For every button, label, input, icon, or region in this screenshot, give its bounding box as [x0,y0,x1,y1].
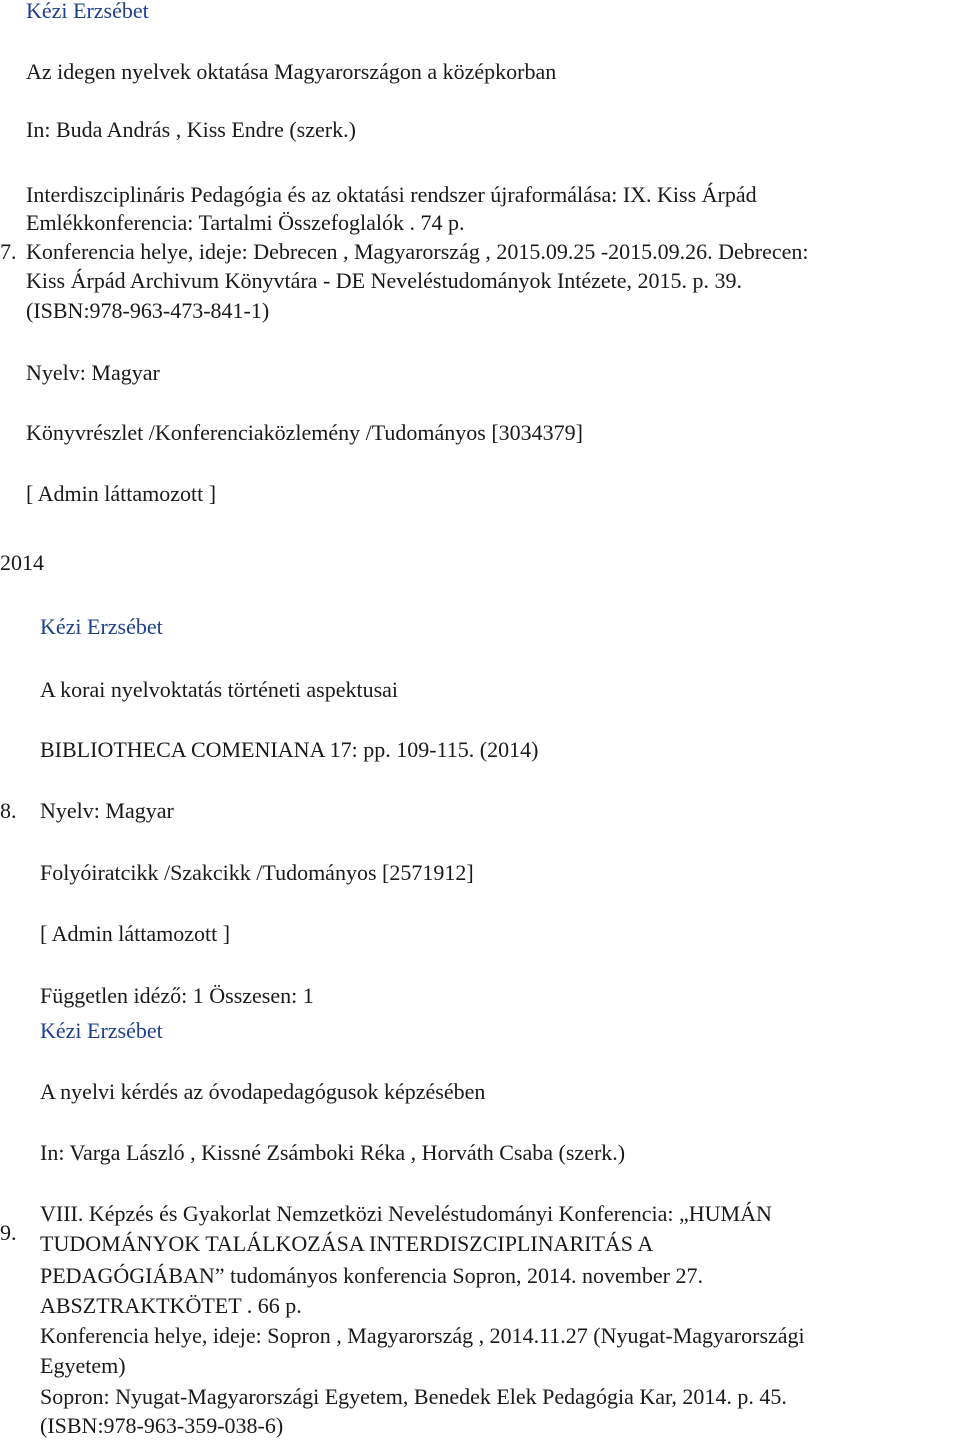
conference-info-line: Konferencia helye, ideje: Sopron , Magyarország , 2014.11.27 (Nyugat-Magyarországi [40,1323,805,1348]
publisher-line: Sopron: Nyugat-Magyarországi Egyetem, Benedek Elek Pedagógia Kar, 2014. p. 45. [40,1384,787,1409]
language-line: Nyelv: Magyar [40,798,174,823]
year-heading: 2014 [0,550,44,575]
language-line: Nyelv: Magyar [26,360,160,385]
editors-line: In: Buda András , Kiss Endre (szerk.) [26,117,356,142]
book-title-line: TUDOMÁNYOK TALÁLKOZÁSA INTERDISZCIPLINARITÁS A [40,1231,654,1256]
entry-number: 7. [0,239,17,264]
admin-status: [ Admin láttamozott ] [26,481,217,506]
journal-reference: BIBLIOTHECA COMENIANA 17: pp. 109-115. (2014) [40,737,539,762]
book-title-line: Emlékkonferencia: Tartalmi Összefoglalók . 74 p. [26,210,465,235]
conference-info-line: Kiss Árpád Archivum Könyvtára - DE Neveléstudományok Intézete, 2015. p. 39. [26,268,743,293]
publication-title: Az idegen nyelvek oktatása Magyarországon a középkorban [26,59,557,84]
publication-title: A korai nyelvoktatás történeti aspektusai [40,677,399,702]
entry-number: 8. [0,798,17,823]
publication-type: Könyvrészlet /Konferenciaközlemény /Tudományos [3034379] [26,420,584,445]
book-title-line: Interdiszciplináris Pedagógia és az oktatási rendszer újraformálása: IX. Kiss Árpád [26,182,757,207]
isbn: (ISBN:978-963-473-841-1) [26,298,270,323]
author-link[interactable]: Kézi Erzsébet [40,614,163,639]
book-title-line: VIII. Képzés és Gyakorlat Nemzetközi Neveléstudományi Konferencia: „HUMÁN [40,1201,772,1226]
author-link[interactable]: Kézi Erzsébet [40,1018,163,1043]
conference-info-line: Egyetem) [40,1353,126,1378]
publication-title: A nyelvi kérdés az óvodapedagógusok képzésében [40,1079,486,1104]
citation-count: Független idéző: 1 Összesen: 1 [40,983,314,1008]
publication-type: Folyóiratcikk /Szakcikk /Tudományos [2571912] [40,860,474,885]
editors-line: In: Varga László , Kissné Zsámboki Réka , Horváth Csaba (szerk.) [40,1140,626,1165]
book-title-line: PEDAGÓGIÁBAN” tudományos konferencia Sopron, 2014. november 27. [40,1263,703,1288]
admin-status: [ Admin láttamozott ] [40,921,231,946]
isbn: (ISBN:978-963-359-038-6) [40,1413,284,1438]
entry-number: 9. [0,1220,17,1245]
author-link[interactable]: Kézi Erzsébet [26,0,149,23]
book-title-line: ABSZTRAKTKÖTET . 66 p. [40,1293,302,1318]
conference-info-line: Konferencia helye, ideje: Debrecen , Magyarország , 2015.09.25 -2015.09.26. Debrecen: [26,239,809,264]
